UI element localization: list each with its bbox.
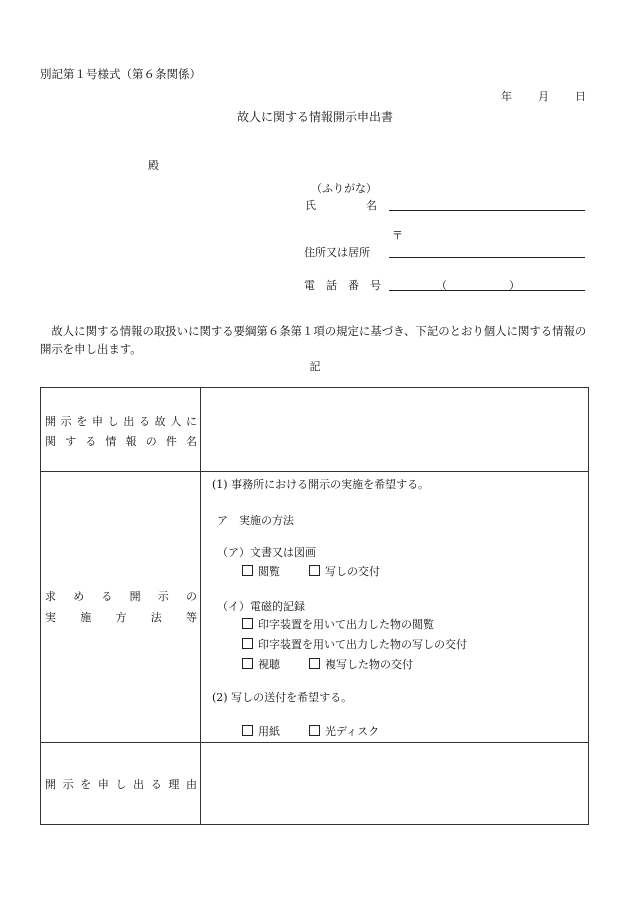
sub-a1-documents: （ア）文書又は図画	[217, 546, 316, 559]
checkbox-paper[interactable]	[242, 723, 280, 739]
request-table	[40, 387, 589, 825]
furigana-label: （ふりがな）	[311, 182, 377, 195]
checkbox-view-box[interactable]	[242, 565, 253, 576]
sub-a2-electronic: （イ）電磁的記録	[217, 600, 305, 613]
checkbox-disc-label: 光ディスク	[325, 725, 380, 738]
checkbox-view-label: 閲覧	[258, 565, 280, 578]
checkbox-print-copy[interactable]	[242, 636, 467, 652]
phone-input-line[interactable]	[389, 290, 585, 291]
postal-mark: 〒	[392, 229, 403, 242]
date-year-label: 年	[501, 90, 512, 103]
option-2-mail: (2) 写しの送付を希望する。	[212, 691, 353, 704]
name-label-2: 名	[366, 199, 377, 212]
checkbox-duplicate-box[interactable]	[309, 658, 320, 669]
row3-value-cell[interactable]	[201, 743, 589, 825]
checkbox-print-copy-label: 印字装置を用いて出力した物の写しの交付	[258, 638, 467, 651]
date-day-label: 日	[575, 90, 586, 103]
address-label: 住所又は居所	[304, 246, 370, 259]
form-number: 別記第１号様式（第６条関係）	[40, 67, 201, 81]
checkbox-view[interactable]	[242, 563, 280, 579]
checkbox-copy-label: 写しの交付	[325, 565, 380, 578]
option-1-onsite: (1) 事務所における開示の実施を希望する。	[212, 478, 430, 491]
row1-label-line2: 関する情報の件名	[45, 435, 197, 448]
row1-label-line1: 開示を申し出る故人に	[45, 415, 197, 428]
checkbox-duplicate[interactable]	[309, 656, 413, 672]
checkbox-copy-box[interactable]	[309, 565, 320, 576]
body-paragraph: 故人に関する情報の取扱いに関する要綱第６条第１項の規定に基づき、下記のとおり個人に関する情報の開示を申し出ます。	[40, 324, 587, 356]
row2-label-line2: 実施方法等	[45, 611, 197, 624]
checkbox-copy[interactable]	[309, 563, 380, 579]
checkbox-paper-label: 用紙	[258, 725, 280, 738]
ki-heading: 記	[309, 360, 321, 373]
checkbox-print-view-box[interactable]	[242, 618, 253, 629]
addressee-suffix: 殿	[148, 159, 159, 172]
checkbox-print-view-label: 印字装置を用いて出力した物の閲覧	[258, 618, 434, 631]
checkbox-print-copy-box[interactable]	[242, 638, 253, 649]
checkbox-listen-box[interactable]	[242, 658, 253, 669]
address-input-line[interactable]	[389, 257, 585, 258]
document-title: 故人に関する情報開示申出書	[236, 110, 393, 124]
checkbox-duplicate-label: 複写した物の交付	[325, 658, 413, 671]
sub-a-method: ア 実施の方法	[217, 514, 294, 527]
checkbox-disc[interactable]	[309, 723, 379, 739]
table-row-divider-1	[41, 471, 588, 472]
row3-label: 開示を申し出る理由	[45, 778, 197, 791]
phone-open-paren: （	[436, 279, 447, 292]
checkbox-paper-box[interactable]	[242, 725, 253, 736]
name-input-line[interactable]	[389, 210, 585, 211]
checkbox-listen[interactable]	[242, 656, 280, 672]
row1-value-cell[interactable]	[201, 388, 589, 471]
phone-label: 電 話 番 号	[304, 279, 381, 292]
row2-label-line1: 求める開示の	[45, 590, 197, 603]
phone-close-paren: ）	[509, 279, 520, 292]
name-label-1: 氏	[305, 199, 316, 212]
checkbox-listen-label: 視聴	[258, 658, 280, 671]
checkbox-print-view[interactable]	[242, 616, 434, 632]
date-month-label: 月	[538, 90, 549, 103]
checkbox-disc-box[interactable]	[309, 725, 320, 736]
